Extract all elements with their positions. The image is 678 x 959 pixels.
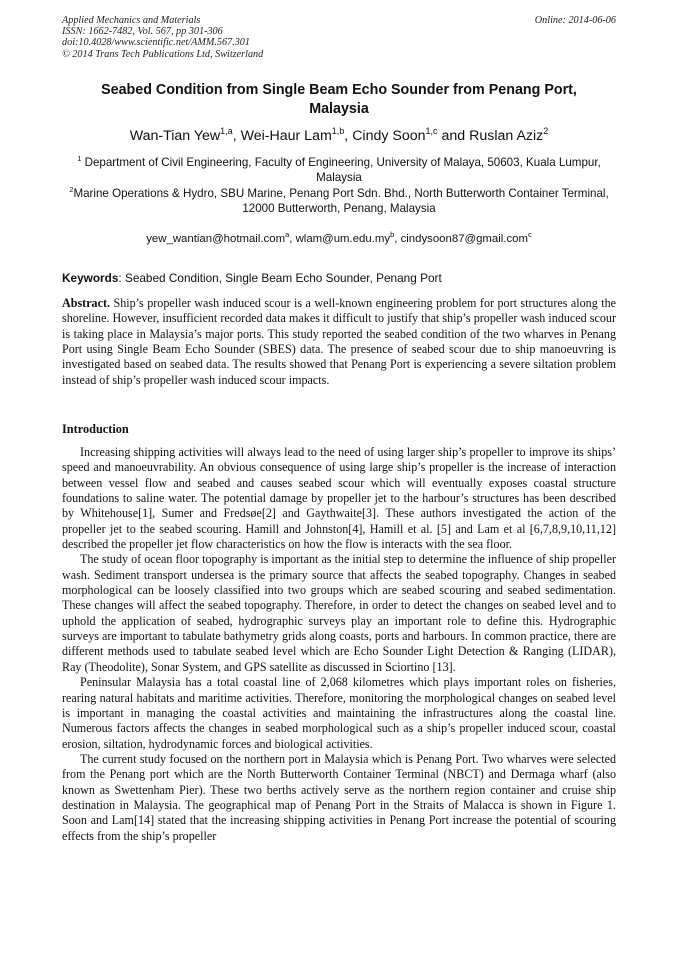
email-superscript: b — [390, 230, 395, 239]
body-paragraph: Peninsular Malaysia has a total coastal line of 2,068 kilometres which plays important roles on fisheries, rearing natural habitats and maritime activities. Therefore, monitoring the morphological changes on seabed level is important in managing the coastal activities and maintaining the infrastructures along the coastal line. Numerous factors affects the changes in seabed morphological such as a ship’s propeller induced scour, coastal erosion, siltation, hydrodynamic forces and biological activities. — [62, 675, 616, 751]
paper-title — [62, 81, 616, 119]
author-separator: and — [437, 128, 470, 144]
keywords-label: Keywords — [62, 271, 119, 285]
body-paragraph: The current study focused on the northern port in Malaysia which is Penang Port. Two wharves were selected from the Penang port which are the North Butterworth Container Terminal (NBCT) and Dermaga wharf (also known as Swettenham Pier). These two berths actively serve as the northern region container and cruise ship destination in Malaysia. The geographical map of Penang Port in the Straits of Malacca is shown in Figure 1. Soon and Lam[14] stated that the increasing shipping activities in Penang Port increase the potential of scouring effects from the ship’s propeller — [62, 751, 616, 843]
affiliation-superscript: 2 — [69, 185, 74, 194]
affiliation-superscript: 1 — [77, 154, 82, 163]
title-line-2: Malaysia — [309, 101, 369, 117]
author-superscript: 1,c — [425, 126, 438, 136]
abstract-section — [62, 296, 616, 388]
author-list — [40, 127, 638, 145]
issn-line: ISSN: 1662-7482, Vol. 567, pp 301-306 — [62, 26, 223, 38]
body-paragraph: The study of ocean floor topography is important as the initial step to determine the influence of ship propeller wash. Sediment transport undersea is the primary source that affects the seabed topography. Changes in seabed morphological can be loosely classified into two groups which are seabed scouring and seabed sedimentation. These changes will affect the seabed topography. Therefore, in order to detect the changes on seabed level and to uphold the application of seabed, hydrographic surveys play an important role to define this. Hydrographic surveys are important to tabulate bathymetry grids along coasts, ports and harbours. In common practice, there are different methods used to tabulate seabed level which are Echo Sounder Light Detection & Ranging (LIDAR), Ray (Theodolite), Sonar System, and GPS satellite as discussed in Sciortino [13]. — [62, 552, 616, 674]
author-name: Ruslan Aziz — [469, 128, 544, 144]
author-superscript: 1,b — [331, 126, 345, 136]
affiliation-2 — [62, 187, 616, 216]
abstract-text: Ship’s propeller wash induced scour is a well-known engineering problem for port structures along the shoreline. However, insufficient recorded data makes it difficult to justify that ship’s propeller wash induced scour is taking place in Malaysia’s major ports. This study reported the seabed condition of the two wharves in Penang Port using Single Beam Echo Sounder (SBES) data. The presence of seabed scour due to ship manoeuvring is investigated based on seabed data. The results showed that Penang Port is experiencing a severe siltation problem instead of ship’s propeller wash induced scour impacts. — [62, 296, 616, 387]
introduction-section — [62, 445, 616, 844]
author-separator: , — [344, 128, 353, 144]
abstract-label: Abstract. — [62, 296, 111, 310]
online-date: Online: 2014-06-06 — [534, 15, 616, 26]
author-emails — [62, 232, 616, 246]
author-name: Wei-Haur Lam — [240, 128, 332, 144]
body-paragraph: Increasing shipping activities will always lead to the need of using larger ship’s propeller to improve its ships’ speed and manoeuvrability. An obvious consequence of using large ship’s propeller is the increase of interaction between vessel flow and seabed and causes seabed scour which will eventually exposes coastal structure foundations to saline water. The potential damage by propeller jet to the harbour’s structures has been described by Whitehouse[1], Sumer and Fredsøe[2] and Gaythwaite[3]. These authors investigated the action of the propeller jet to the seabed scouring. Hamill and Johnston[4], Hamill et al. [5] and Lam et al [6,7,8,9,10,11,12] described the propeller jet flow characteristics on how the flow is interacts with the sea floor. — [62, 445, 616, 552]
author-name: Cindy Soon — [352, 128, 426, 144]
affiliation-1 — [62, 156, 616, 185]
abstract-paragraph — [62, 296, 616, 388]
author-separator: , — [232, 128, 241, 144]
email-superscript: a — [285, 230, 290, 239]
affiliation-text: Department of Civil Engineering, Faculty of Engineering, University of Malaya, 50603, Kuala Lumpur, Malaysia — [81, 156, 601, 184]
doi-line: doi:10.4028/www.scientific.net/AMM.567.301 — [62, 37, 250, 49]
author-name: Wan-Tian Yew — [129, 128, 221, 144]
section-heading-introduction: Introduction — [62, 422, 129, 436]
title-line-1: Seabed Condition from Single Beam Echo Sounder from Penang Port, — [101, 82, 577, 98]
author-superscript: 2 — [543, 126, 549, 136]
email-superscript: c — [528, 230, 532, 239]
author-superscript: 1,a — [220, 126, 233, 136]
email-text: yew_wantian@hotmail.com — [146, 233, 286, 245]
journal-header — [62, 15, 263, 60]
keywords-line — [62, 271, 616, 285]
email-text: , wlam@um.edu.my — [289, 233, 391, 245]
affiliation-text: Marine Operations & Hydro, SBU Marine, Penang Port Sdn. Bhd., North Butterworth Container Terminal, 12000 Butterworth, Penang, Malaysia — [73, 187, 609, 215]
copyright-line: © 2014 Trans Tech Publications Ltd, Switzerland — [62, 48, 264, 60]
journal-name: Applied Mechanics and Materials — [62, 15, 201, 26]
keywords-text: : Seabed Condition, Single Beam Echo Sounder, Penang Port — [118, 271, 442, 285]
email-text: , cindysoon87@gmail.com — [394, 233, 528, 245]
